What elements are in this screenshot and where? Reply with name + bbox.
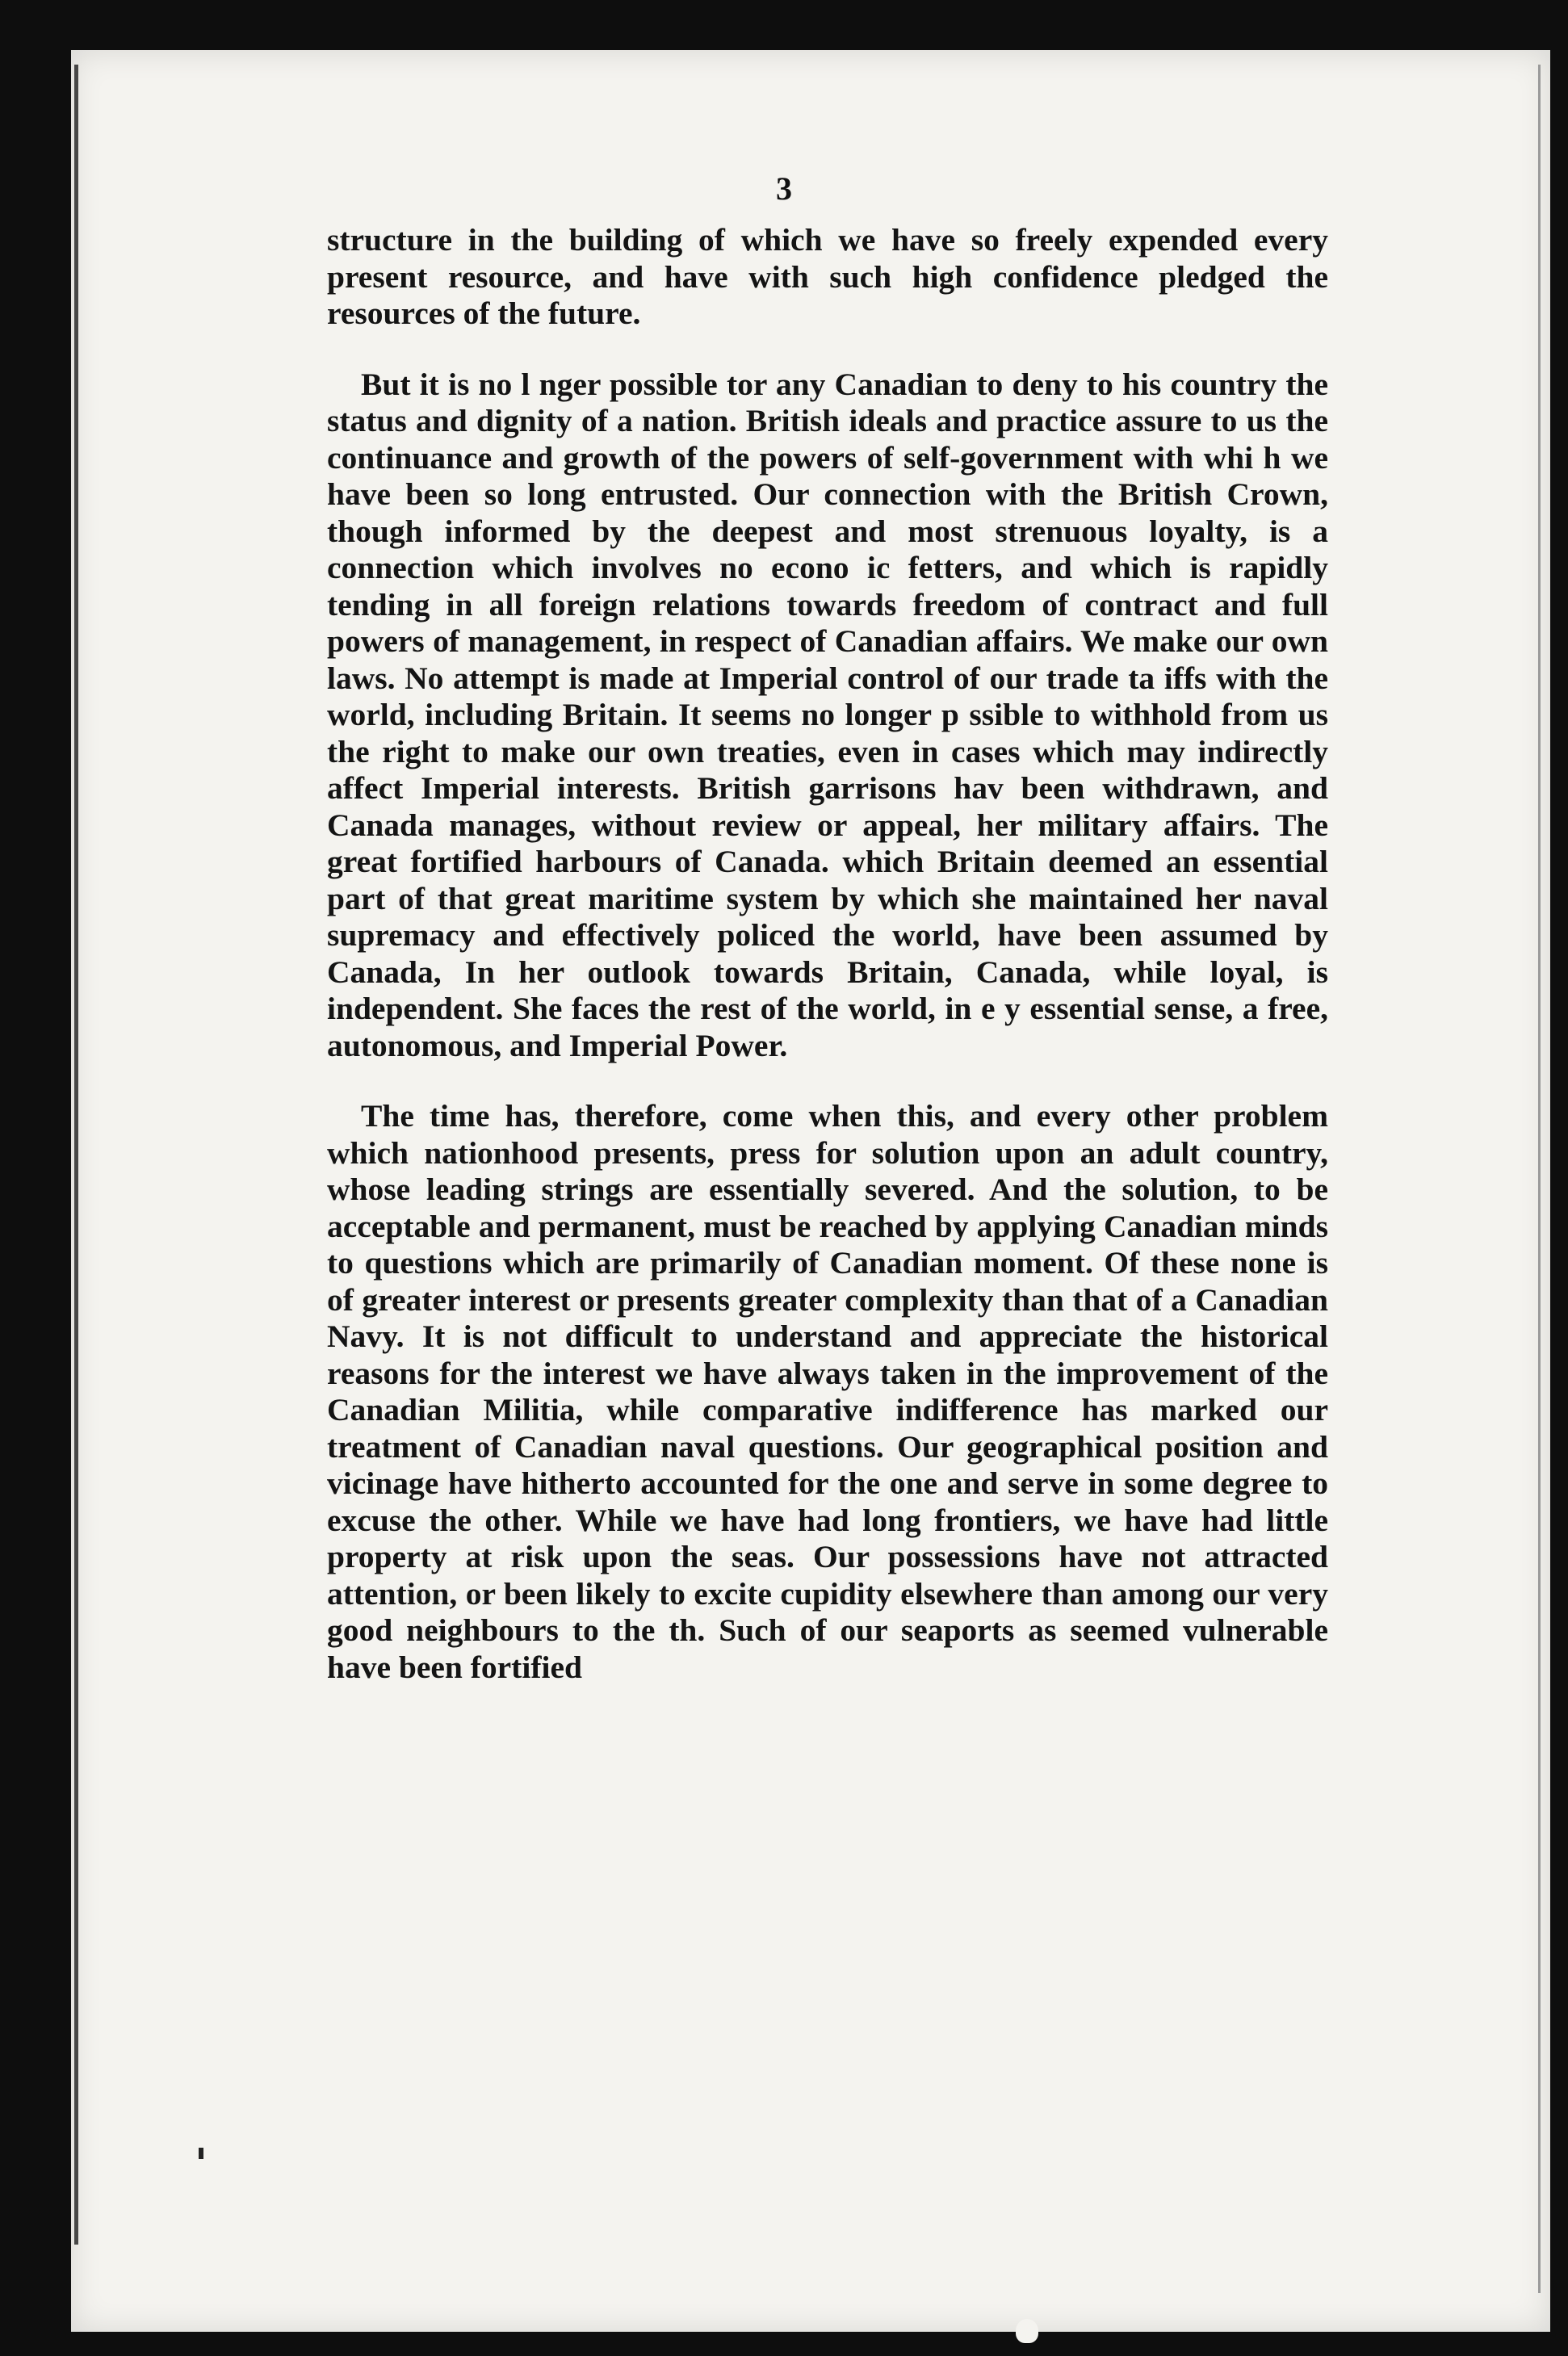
- paragraph-1: structure in the building of which we have so freely expended every present resource, and have with such high confidence pledged the resources of the future.: [327, 222, 1328, 331]
- paragraph-2: But it is no l nger possible tor any Canadian to deny to his country the status and dignity of a nation. British ideals and practice assure to us the continuance and growth of the powers of self-government with whi h we have been so long entrusted. Our connection with the British Crown, though informed by the deepest and most strenuous loyalty, is a connection which involves no econo ic fetters, and which is rapidly tending in all foreign relations towards freedom of contract and full powers of management, in respect of Canadian affairs. We make our own laws. No attempt is made at Imperial control of our trade ta iffs with the world, including Britain. It seems no longer p ssible to withhold from us the right to make our own treaties, even in cases which may indirectly affect Imperial interests. British garrisons hav been withdrawn, and Canada manages, without review or appeal, her military affairs. The great fortified harbours of Canada. which Britain deemed an essential part of that great maritime system by which she maintained her naval supremacy and effectively policed the world, have been assumed by Canada, In her outlook towards Britain, Canada, while loyal, is independent. She faces the rest of the world, in e y essential sense, a free, autonomous, and Imperial Power.: [327, 366, 1328, 1063]
- bottom-edge-notch: [1016, 2319, 1038, 2343]
- page-number: 3: [776, 170, 792, 207]
- paragraph-3: The time has, therefore, come when this, and every other problem which nationhood presents, press for solution upon an adult country, whose leading strings are essentially severed. And the solution, to be acceptable and permanent, must be reached by applying Canadian minds to questions which are primarily of Canadian moment. Of these none is of greater interest or presents greater complexity than that of a Canadian Navy. It is not difficult to understand and appreciate the historical reasons for the interest we have always taken in the improvement of the Canadian Militia, while comparative indifference has marked our treatment of Canadian naval questions. Our geographical position and vicinage have hitherto accounted for the one and serve in some degree to excuse the other. While we have had long frontiers, we have had little property at risk upon the seas. Our possessions have not attracted attention, or been likely to excite cupidity elsewhere than among our very good neighbours to the th. Such of our seaports as seemed vulnerable have been fortified: [327, 1098, 1328, 1685]
- page-edge-line: [1538, 65, 1541, 2293]
- margin-ink-mark: [199, 2148, 203, 2159]
- body-text: [327, 222, 1328, 1720]
- binding-gutter-shadow: [74, 65, 78, 2245]
